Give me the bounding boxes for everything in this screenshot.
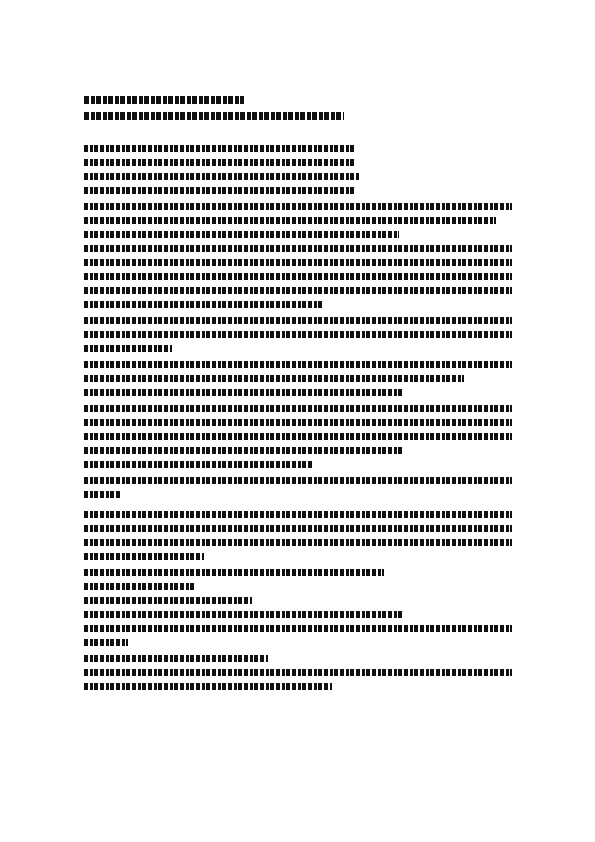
text-line xyxy=(84,345,172,352)
text-line xyxy=(84,317,512,324)
text-line xyxy=(84,597,252,604)
text-line xyxy=(84,231,399,238)
text-line xyxy=(84,331,512,338)
text-line xyxy=(84,583,194,590)
text-line xyxy=(84,477,512,484)
text-line xyxy=(84,683,332,690)
text-line xyxy=(84,625,512,632)
text-line xyxy=(84,669,512,676)
header-line xyxy=(84,96,244,104)
text-line xyxy=(84,259,512,266)
text-line xyxy=(84,375,464,382)
text-line xyxy=(84,433,512,440)
text-line xyxy=(84,511,512,518)
header-line xyxy=(84,112,344,120)
text-line xyxy=(84,405,512,412)
text-line xyxy=(84,461,314,468)
text-line xyxy=(84,569,384,576)
text-line xyxy=(84,639,128,646)
text-line xyxy=(84,301,324,308)
text-line xyxy=(84,491,120,498)
text-line xyxy=(84,611,404,618)
text-line xyxy=(84,553,204,560)
text-line xyxy=(84,361,512,368)
text-line xyxy=(84,419,512,426)
text-line xyxy=(84,273,512,280)
text-line xyxy=(84,525,512,532)
text-line xyxy=(84,655,268,662)
text-line xyxy=(84,389,402,396)
text-line xyxy=(84,245,512,252)
text-line xyxy=(84,187,354,194)
document-body xyxy=(84,145,512,697)
text-line xyxy=(84,447,404,454)
text-line xyxy=(84,145,354,152)
text-line xyxy=(84,159,354,166)
text-line xyxy=(84,287,512,294)
text-line xyxy=(84,539,512,546)
text-line xyxy=(84,203,512,210)
text-line xyxy=(84,217,496,224)
document-header xyxy=(84,96,384,128)
text-line xyxy=(84,173,359,180)
